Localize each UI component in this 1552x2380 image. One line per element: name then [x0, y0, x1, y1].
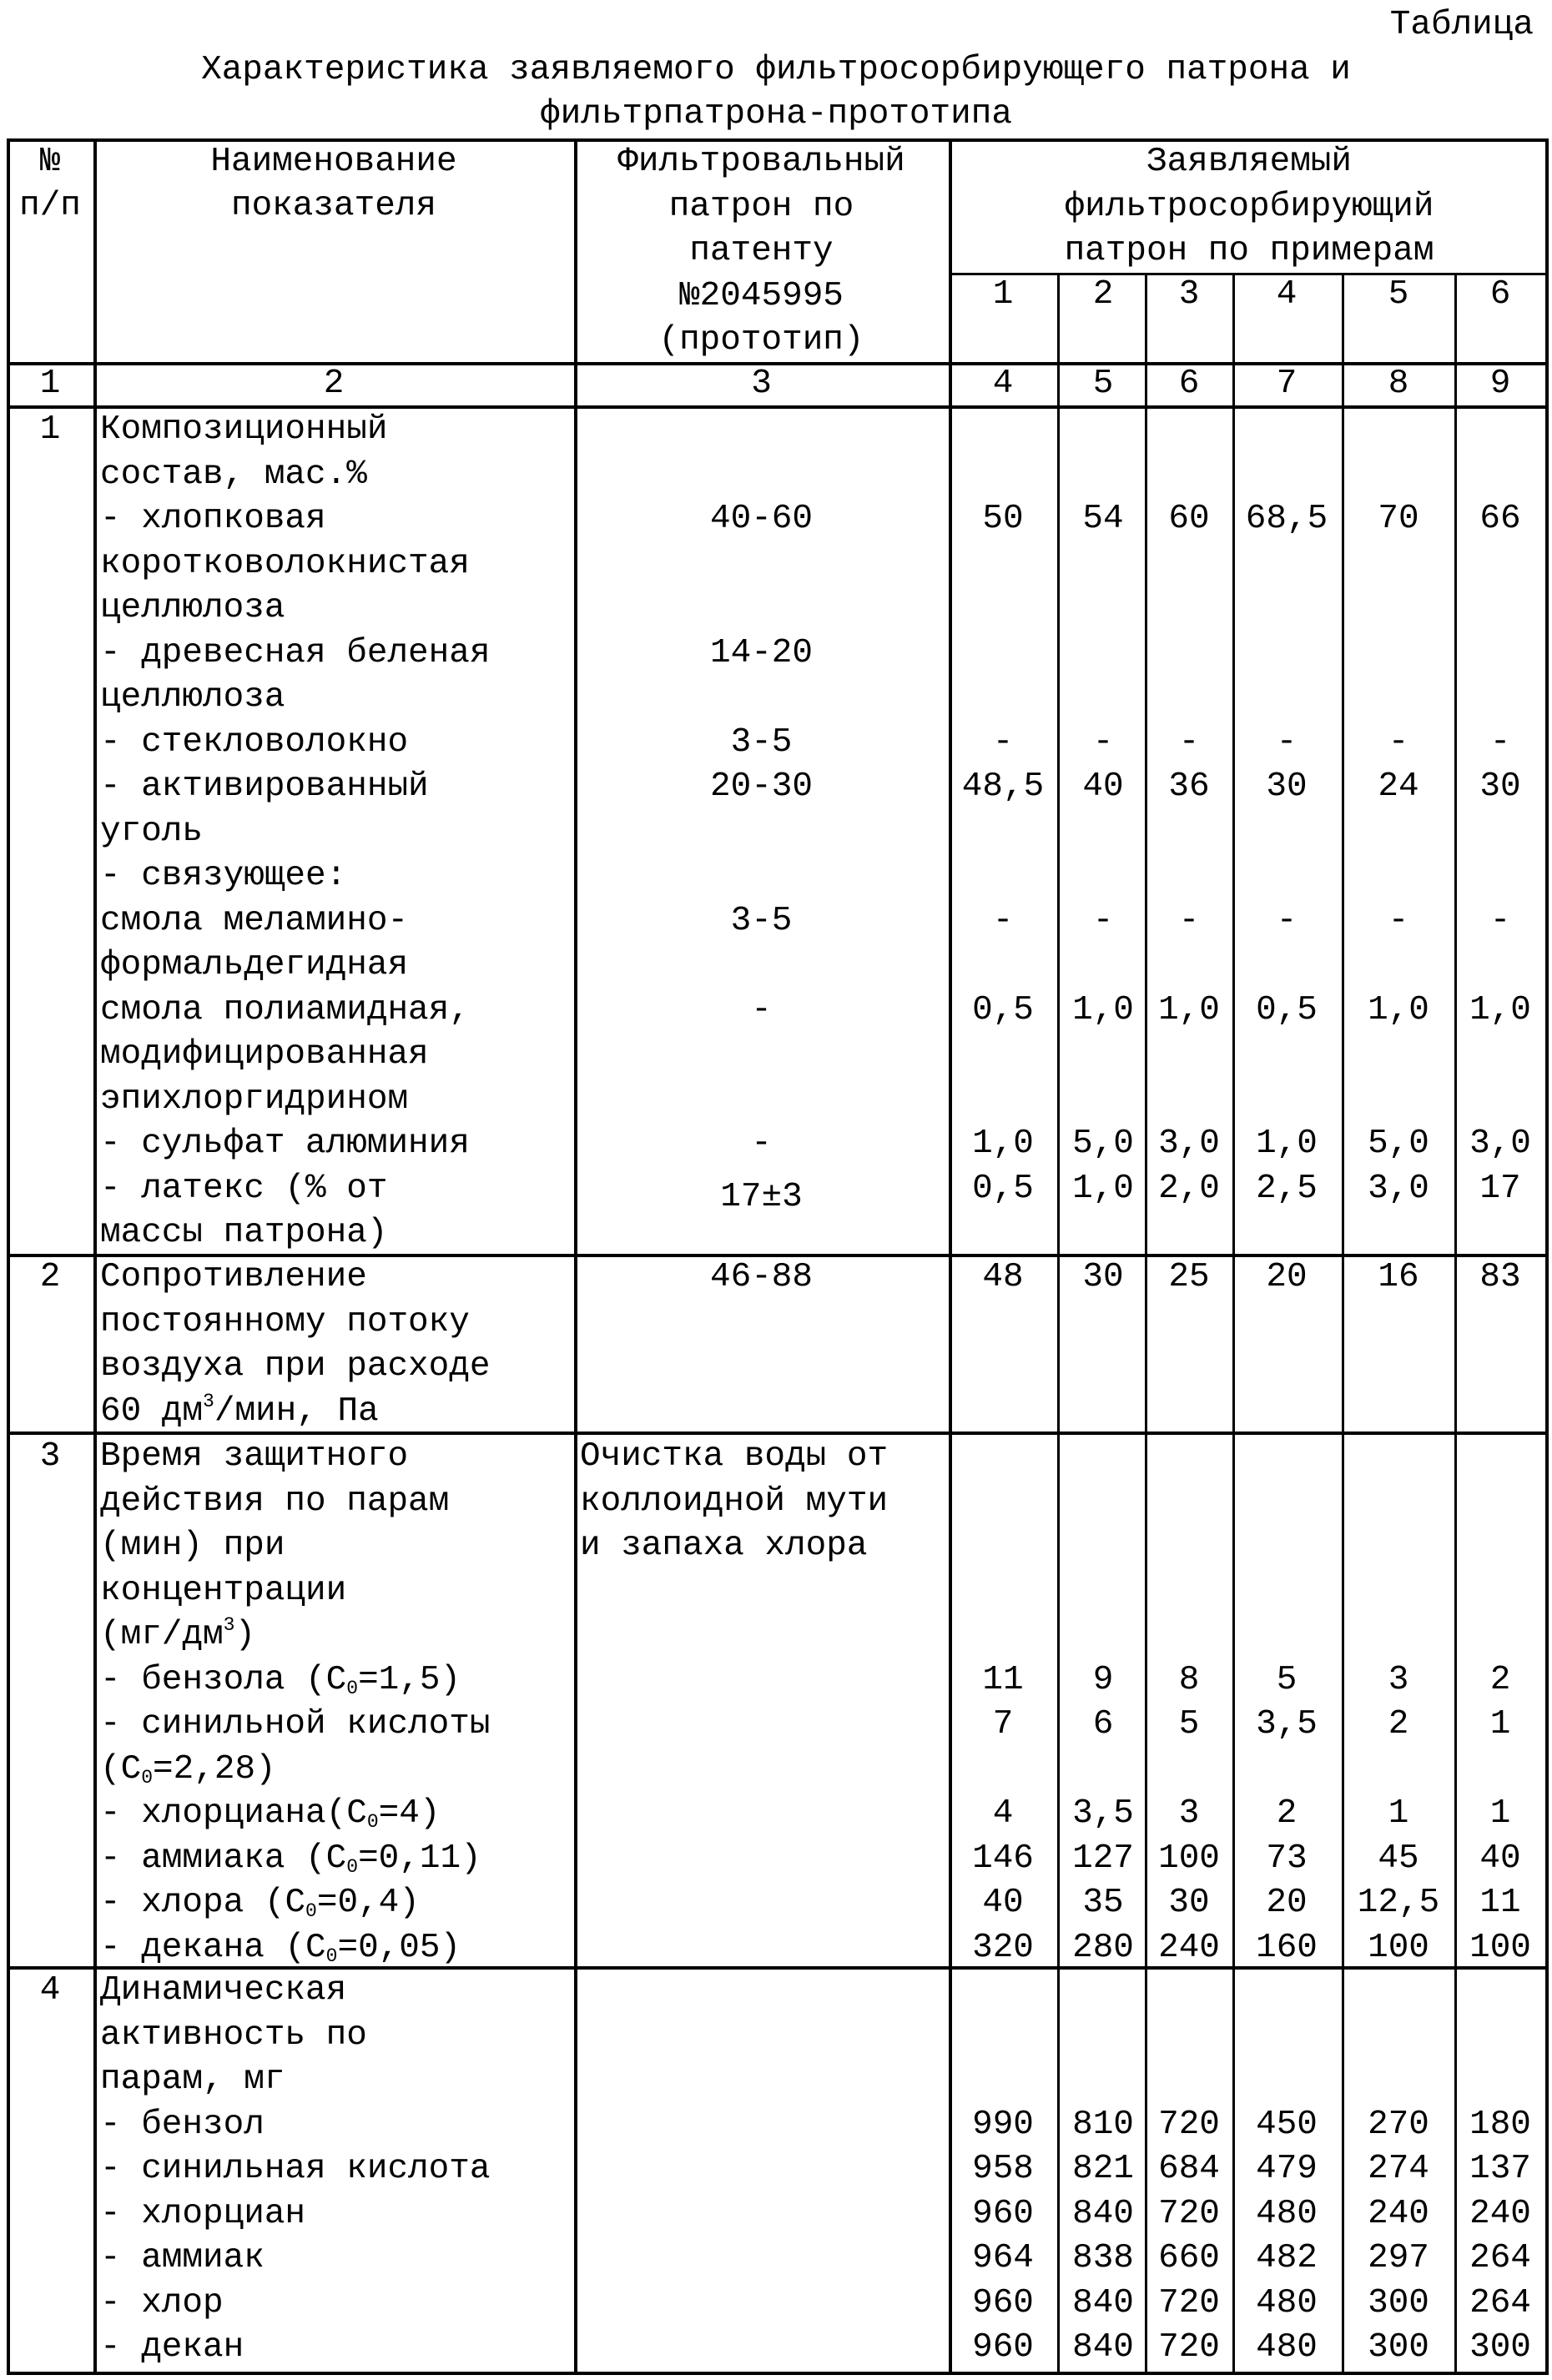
column-number-6: 6	[1179, 362, 1200, 407]
protection-time-label-part: (мг/дм	[100, 1616, 224, 1654]
melamine-resin-ex4: -	[1277, 899, 1298, 944]
decane-activity-ex4: 480	[1256, 2326, 1318, 2371]
header-name-label: Наименование	[210, 140, 456, 185]
cyanogen-chloride-time-label-part: - хлорциана(	[100, 1794, 346, 1833]
protection-time-label-part: 3	[224, 1614, 235, 1636]
polyamide-resin-prototype: -	[751, 989, 772, 1034]
decane-activity-ex2: 840	[1072, 2326, 1134, 2371]
header-name-label: показателя	[231, 184, 436, 229]
protection-time-label: Время защитного	[100, 1435, 408, 1480]
benzene-activity-ex1: 990	[972, 2103, 1034, 2148]
protection-time-label: (мин) при	[100, 1524, 285, 1569]
activated-carbon-ex4: 30	[1266, 765, 1307, 810]
decane-activity-ex3: 720	[1158, 2326, 1220, 2371]
row4-number: 4	[40, 1969, 61, 2014]
activated-carbon-ex6: 30	[1479, 765, 1520, 810]
cyanogen-chloride-activity-ex3: 720	[1158, 2192, 1220, 2237]
header-claimed-label: Заявляемый	[1146, 140, 1352, 185]
ammonia-activity-ex2: 838	[1072, 2237, 1134, 2282]
protection-time-prototype: и запаха хлора	[580, 1524, 867, 1569]
column-number-5: 5	[1093, 362, 1114, 407]
air-resistance-ex1: 48	[982, 1255, 1023, 1301]
decane-activity-ex1: 960	[972, 2326, 1034, 2371]
ammonia-activity-label: - аммиак	[100, 2237, 265, 2282]
benzene-time-label-part: 0	[346, 1678, 358, 1699]
cyanogen-chloride-activity-label: - хлорциан	[100, 2192, 305, 2237]
header-prototype-label: патенту	[689, 229, 833, 274]
air-resistance-ex5: 16	[1378, 1255, 1418, 1301]
aluminium-sulfate-ex4: 1,0	[1256, 1122, 1318, 1167]
ammonia-time-label-part: 0	[346, 1856, 358, 1878]
aluminium-sulfate-ex5: 5,0	[1368, 1122, 1429, 1167]
decane-activity-label: - декан	[100, 2326, 244, 2371]
column-number-8: 8	[1388, 362, 1409, 407]
grid-vline	[1232, 273, 1235, 2375]
latex-label: - латекс (% от	[100, 1167, 387, 1212]
aluminium-sulfate-ex3: 3,0	[1158, 1122, 1220, 1167]
hcn-time-label-part: (	[100, 1750, 121, 1789]
chlorine-activity-label: - хлор	[100, 2282, 224, 2327]
chlorine-time-ex1: 40	[982, 1881, 1023, 1926]
aluminium-sulfate-label: - сульфат алюминия	[100, 1122, 470, 1167]
cotton-cellulose-ex6: 66	[1479, 497, 1520, 542]
polyamide-resin-ex6: 1,0	[1469, 989, 1531, 1034]
decane-time-ex2: 280	[1072, 1926, 1134, 1971]
grid-vline	[1454, 273, 1457, 2375]
ammonia-time-ex6: 40	[1479, 1837, 1520, 1882]
hcn-time-label	[100, 1748, 276, 1793]
cyanogen-chloride-time-ex6: 1	[1490, 1792, 1511, 1837]
polyamide-resin-ex4: 0,5	[1256, 989, 1318, 1034]
header-claimed-label: патрон по примерам	[1065, 229, 1434, 274]
header-prototype-label: Фильтровальный	[617, 140, 904, 185]
column-number-7: 7	[1277, 362, 1298, 407]
hcn-time-label-part: =2,28)	[153, 1750, 276, 1789]
document-page	[0, 0, 1552, 2380]
chlorine-time-ex6: 11	[1479, 1881, 1520, 1926]
column-number-2: 2	[324, 362, 345, 407]
table-title-line2: фильтрпатрона-прототипа	[540, 93, 1012, 138]
cotton-cellulose-ex4: 68,5	[1246, 497, 1328, 542]
polyamide-resin-label: эпихлоргидрином	[100, 1078, 408, 1123]
cyanogen-chloride-activity-ex1: 960	[972, 2192, 1034, 2237]
dynamic-activity-label: парам, мг	[100, 2058, 285, 2103]
air-resistance-label-part: /мин, Па	[214, 1392, 379, 1431]
benzene-activity-ex3: 720	[1158, 2103, 1220, 2148]
decane-time-ex5: 100	[1368, 1926, 1429, 1971]
latex-ex4: 2,5	[1256, 1167, 1318, 1212]
hcn-time-ex1: 7	[993, 1703, 1014, 1748]
protection-time-prototype: Очистка воды от	[580, 1435, 888, 1480]
cyanogen-chloride-time-label-part: 0	[367, 1811, 379, 1833]
header-prototype-label: (прототип)	[658, 319, 864, 364]
cyanogen-chloride-activity-ex2: 840	[1072, 2192, 1134, 2237]
activated-carbon-ex3: 36	[1168, 765, 1209, 810]
chlorine-time-label-part: =0,4)	[317, 1884, 420, 1922]
header-example-4: 4	[1277, 273, 1298, 318]
ammonia-activity-ex1: 964	[972, 2237, 1034, 2282]
aluminium-sulfate-ex2: 5,0	[1072, 1122, 1134, 1167]
benzene-time-label-part: C	[326, 1661, 347, 1699]
polyamide-resin-ex1: 0,5	[972, 989, 1034, 1034]
wood-cellulose-label: целлюлоза	[100, 676, 285, 721]
air-resistance-label	[100, 1390, 379, 1435]
grid-hline	[7, 2372, 1548, 2375]
decane-activity-ex5: 300	[1368, 2326, 1429, 2371]
glass-fiber-ex5: -	[1388, 721, 1409, 766]
benzene-activity-ex2: 810	[1072, 2103, 1134, 2148]
polyamide-resin-label: модифицированная	[100, 1033, 429, 1078]
decane-time-ex3: 240	[1158, 1926, 1220, 1971]
chlorine-activity-ex4: 480	[1256, 2282, 1318, 2327]
melamine-resin-ex2: -	[1093, 899, 1114, 944]
chlorine-activity-ex2: 840	[1072, 2282, 1134, 2327]
grid-vline	[1342, 273, 1344, 2375]
hcn-activity-label: - синильная кислота	[100, 2147, 490, 2192]
glass-fiber-prototype: 3-5	[731, 721, 793, 766]
cotton-cellulose-prototype: 40-60	[710, 497, 813, 542]
header-example-5: 5	[1388, 273, 1409, 318]
air-resistance-label: воздуха при расходе	[100, 1345, 490, 1390]
ammonia-time-ex4: 73	[1266, 1837, 1307, 1882]
benzene-activity-ex6: 180	[1469, 2103, 1531, 2148]
benzene-time-ex2: 9	[1093, 1658, 1114, 1703]
cyanogen-chloride-activity-ex6: 240	[1469, 2192, 1531, 2237]
dynamic-activity-label: активность по	[100, 2014, 367, 2059]
ammonia-time-ex3: 100	[1158, 1837, 1220, 1882]
air-resistance-ex2: 30	[1082, 1255, 1123, 1301]
hcn-activity-ex4: 479	[1256, 2147, 1318, 2192]
benzene-time-label	[100, 1658, 461, 1703]
chlorine-activity-ex1: 960	[972, 2282, 1034, 2327]
column-number-9: 9	[1490, 362, 1511, 407]
cyanogen-chloride-time-ex4: 2	[1277, 1792, 1298, 1837]
activated-carbon-label: - активированный	[100, 765, 429, 810]
melamine-resin-ex1: -	[993, 899, 1014, 944]
cotton-cellulose-ex5: 70	[1378, 497, 1418, 542]
activated-carbon-ex2: 40	[1082, 765, 1123, 810]
decane-time-ex1: 320	[972, 1926, 1034, 1971]
chlorine-time-label-part: 0	[305, 1900, 317, 1922]
benzene-activity-ex5: 270	[1368, 2103, 1429, 2148]
ammonia-time-label-part: =0,11)	[358, 1839, 481, 1878]
air-resistance-ex4: 20	[1266, 1255, 1307, 1301]
protection-time-label	[100, 1613, 255, 1658]
row1-title: Композиционный	[100, 408, 387, 453]
decane-time-label	[100, 1926, 461, 1971]
air-resistance-label-part: 3	[203, 1391, 214, 1412]
hcn-time-ex2: 6	[1093, 1703, 1114, 1748]
cyanogen-chloride-time-label-part: C	[346, 1794, 367, 1833]
decane-time-label-part: 0	[326, 1945, 338, 1967]
aluminium-sulfate-prototype: -	[751, 1122, 772, 1167]
cyanogen-chloride-time-ex3: 3	[1179, 1792, 1200, 1837]
polyamide-resin-label: смола полиамидная,	[100, 989, 470, 1034]
chlorine-time-ex5: 12,5	[1358, 1881, 1439, 1926]
cotton-cellulose-label: - хлопковая	[100, 497, 326, 542]
grid-vline	[1545, 138, 1549, 2375]
decane-activity-ex6: 300	[1469, 2326, 1531, 2371]
melamine-resin-label: смола меламино-	[100, 899, 408, 944]
decane-time-ex4: 160	[1256, 1926, 1318, 1971]
hcn-activity-ex1: 958	[972, 2147, 1034, 2192]
air-resistance-ex3: 25	[1168, 1255, 1209, 1301]
header-example-3: 3	[1179, 273, 1200, 318]
header-example-6: 6	[1490, 273, 1511, 318]
benzene-time-ex5: 3	[1388, 1658, 1409, 1703]
table-caption: Таблица	[1390, 3, 1534, 48]
latex-label: массы патрона)	[100, 1211, 387, 1256]
decane-time-ex6: 100	[1469, 1926, 1531, 1971]
row1-title: состав, мас.%	[100, 453, 367, 498]
column-number-3: 3	[751, 362, 772, 407]
hcn-time-ex4: 3,5	[1256, 1703, 1318, 1748]
wood-cellulose-prototype: 14-20	[710, 631, 813, 677]
glass-fiber-ex2: -	[1093, 721, 1114, 766]
benzene-time-ex1: 11	[982, 1658, 1023, 1703]
ammonia-time-ex5: 45	[1378, 1837, 1418, 1882]
ammonia-time-label-part: C	[326, 1839, 347, 1878]
air-resistance-label: Сопротивление	[100, 1255, 367, 1301]
chlorine-activity-ex6: 264	[1469, 2282, 1531, 2327]
air-resistance-ex6: 83	[1479, 1255, 1520, 1301]
header-prototype-label: №2045995	[679, 274, 844, 320]
ammonia-time-ex2: 127	[1072, 1837, 1134, 1882]
column-number-4: 4	[993, 362, 1014, 407]
hcn-activity-ex6: 137	[1469, 2147, 1531, 2192]
chlorine-activity-ex3: 720	[1158, 2282, 1220, 2327]
header-example-2: 2	[1093, 273, 1114, 318]
ammonia-time-label-part: - аммиака (	[100, 1839, 326, 1878]
ammonia-time-label	[100, 1837, 481, 1882]
chlorine-time-label-part: C	[285, 1884, 305, 1922]
activated-carbon-label: уголь	[100, 810, 203, 855]
cyanogen-chloride-activity-ex5: 240	[1368, 2192, 1429, 2237]
latex-ex1: 0,5	[972, 1167, 1034, 1212]
cyanogen-chloride-time-label	[100, 1792, 440, 1837]
air-resistance-prototype: 46-88	[710, 1255, 813, 1301]
wood-cellulose-label: - древесная беленая	[100, 631, 490, 677]
hcn-time-ex6: 1	[1490, 1703, 1511, 1748]
hcn-time-label: - синильной кислоты	[100, 1703, 490, 1748]
aluminium-sulfate-ex1: 1,0	[972, 1122, 1034, 1167]
column-number-1: 1	[40, 362, 61, 407]
cotton-cellulose-ex2: 54	[1082, 497, 1123, 542]
benzene-time-label-part: =1,5)	[358, 1661, 461, 1699]
melamine-resin-ex5: -	[1388, 899, 1409, 944]
binder-label: - связующее:	[100, 854, 346, 899]
benzene-time-ex6: 2	[1490, 1658, 1511, 1703]
polyamide-resin-ex2: 1,0	[1072, 989, 1134, 1034]
benzene-time-label-part: - бензола (	[100, 1661, 326, 1699]
ammonia-activity-ex3: 660	[1158, 2237, 1220, 2282]
glass-fiber-label: - стекловолокно	[100, 721, 408, 766]
ammonia-time-ex1: 146	[972, 1837, 1034, 1882]
protection-time-label-part: )	[234, 1616, 255, 1654]
hcn-time-ex3: 5	[1179, 1703, 1200, 1748]
melamine-resin-prototype: 3-5	[731, 899, 793, 944]
hcn-time-ex5: 2	[1388, 1703, 1409, 1748]
cyanogen-chloride-activity-ex4: 480	[1256, 2192, 1318, 2237]
cotton-cellulose-label: коротковолокнистая	[100, 542, 470, 587]
protection-time-label: действия по парам	[100, 1480, 449, 1525]
cyanogen-chloride-time-ex2: 3,5	[1072, 1792, 1134, 1837]
grid-vline	[574, 138, 577, 2375]
glass-fiber-ex6: -	[1490, 721, 1511, 766]
cotton-cellulose-ex1: 50	[982, 497, 1023, 542]
cyanogen-chloride-time-label-part: =4)	[379, 1794, 441, 1833]
decane-time-label-part: =0,05)	[337, 1929, 461, 1967]
polyamide-resin-ex5: 1,0	[1368, 989, 1429, 1034]
cotton-cellulose-label: целлюлоза	[100, 586, 285, 631]
header-example-1: 1	[993, 273, 1014, 318]
latex-ex5: 3,0	[1368, 1167, 1429, 1212]
glass-fiber-ex4: -	[1277, 721, 1298, 766]
decane-time-label-part: - декана (	[100, 1929, 305, 1967]
benzene-time-ex3: 8	[1179, 1658, 1200, 1703]
grid-vline	[1145, 273, 1147, 2375]
chlorine-time-ex2: 35	[1082, 1881, 1123, 1926]
chlorine-time-ex3: 30	[1168, 1881, 1209, 1926]
benzene-time-ex4: 5	[1277, 1658, 1298, 1703]
chlorine-time-label	[100, 1881, 420, 1926]
air-resistance-label-part: 60 дм	[100, 1392, 203, 1431]
air-resistance-label: постоянному потоку	[100, 1301, 470, 1346]
polyamide-resin-ex3: 1,0	[1158, 989, 1220, 1034]
hcn-activity-ex2: 821	[1072, 2147, 1134, 2192]
latex-prototype: 17±3	[720, 1175, 802, 1220]
melamine-resin-label: формальдегидная	[100, 943, 408, 989]
header-claimed-label: фильтросорбирующий	[1065, 185, 1434, 230]
ammonia-activity-ex6: 264	[1469, 2237, 1531, 2282]
grid-vline	[1057, 273, 1060, 2375]
hcn-time-label-part: C	[121, 1750, 142, 1789]
aluminium-sulfate-ex6: 3,0	[1469, 1122, 1531, 1167]
chlorine-activity-ex5: 300	[1368, 2282, 1429, 2327]
protection-time-label: концентрации	[100, 1569, 346, 1614]
hcn-activity-ex3: 684	[1158, 2147, 1220, 2192]
grid-vline	[949, 138, 952, 2375]
latex-ex6: 17	[1479, 1167, 1520, 1212]
decane-time-label-part: C	[305, 1929, 326, 1967]
dynamic-activity-label: Динамическая	[100, 1969, 346, 2014]
latex-ex2: 1,0	[1072, 1167, 1134, 1212]
latex-ex3: 2,0	[1158, 1167, 1220, 1212]
row1-number: 1	[40, 408, 61, 453]
header-prototype-label: патрон по	[669, 185, 854, 230]
grid-vline	[7, 138, 10, 2375]
header-num-label: п/п	[19, 184, 81, 229]
hcn-time-label-part: 0	[141, 1767, 153, 1789]
hcn-activity-ex5: 274	[1368, 2147, 1429, 2192]
chlorine-time-label-part: - хлора (	[100, 1884, 285, 1922]
protection-time-prototype: коллоидной мути	[580, 1480, 888, 1525]
ammonia-activity-ex4: 482	[1256, 2237, 1318, 2282]
melamine-resin-ex3: -	[1179, 899, 1200, 944]
row2-number: 2	[40, 1255, 61, 1301]
activated-carbon-ex1: 48,5	[962, 765, 1044, 810]
activated-carbon-ex5: 24	[1378, 765, 1418, 810]
grid-vline	[93, 138, 97, 2375]
row3-number: 3	[40, 1435, 61, 1480]
chlorine-time-ex4: 20	[1266, 1881, 1307, 1926]
benzene-activity-ex4: 450	[1256, 2103, 1318, 2148]
table-title-line1: Характеристика заявляемого фильтросорбирующего патрона и	[201, 48, 1351, 93]
ammonia-activity-ex5: 297	[1368, 2237, 1429, 2282]
header-num-label: №	[40, 140, 61, 185]
cotton-cellulose-ex3: 60	[1168, 497, 1209, 542]
benzene-activity-label: - бензол	[100, 2103, 265, 2148]
activated-carbon-prototype: 20-30	[710, 765, 813, 810]
cyanogen-chloride-time-ex1: 4	[993, 1792, 1014, 1837]
cyanogen-chloride-time-ex5: 1	[1388, 1792, 1409, 1837]
glass-fiber-ex1: -	[993, 721, 1014, 766]
melamine-resin-ex6: -	[1490, 899, 1511, 944]
glass-fiber-ex3: -	[1179, 721, 1200, 766]
